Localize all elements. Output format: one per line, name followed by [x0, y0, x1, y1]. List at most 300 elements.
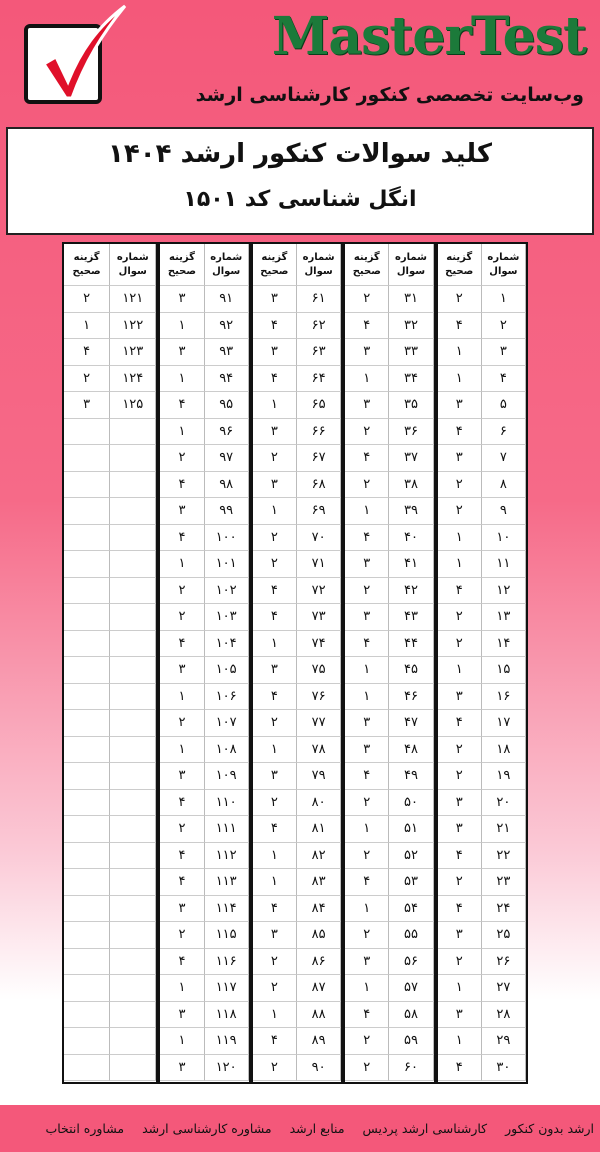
correct-answer-cell: ۱	[345, 975, 389, 1002]
question-number-cell: ۸۶	[297, 949, 341, 976]
correct-answer-cell: ۱	[160, 551, 204, 578]
table-header-row	[345, 244, 433, 286]
table-row	[345, 366, 433, 393]
correct-answer-cell: ۳	[438, 445, 482, 472]
table-row	[160, 1055, 248, 1082]
correct-answer-cell	[64, 1055, 110, 1082]
question-number-cell: ۴۵	[389, 657, 433, 684]
question-number-cell: ۱۱۱	[205, 816, 249, 843]
correct-answer-cell: ۳	[438, 790, 482, 817]
table-row	[438, 790, 526, 817]
table-row	[253, 631, 341, 658]
question-number-cell: ۱۰۴	[205, 631, 249, 658]
correct-answer-cell: ۴	[438, 419, 482, 446]
question-number-cell	[110, 710, 156, 737]
question-number-cell: ۲۹	[482, 1028, 526, 1055]
question-number-cell: ۳۷	[389, 445, 433, 472]
table-row	[160, 578, 248, 605]
question-number-cell	[110, 578, 156, 605]
question-number-cell: ۱۱۴	[205, 896, 249, 923]
question-number-cell: ۷۶	[297, 684, 341, 711]
correct-answer-cell: ۴	[345, 763, 389, 790]
question-number-cell: ۷۷	[297, 710, 341, 737]
question-number-cell	[110, 1002, 156, 1029]
table-row	[160, 1002, 248, 1029]
question-number-cell: ۱۰۷	[205, 710, 249, 737]
question-number-cell: ۸۸	[297, 1002, 341, 1029]
footer-link[interactable]: ارشد بدون کنکور	[505, 1121, 594, 1136]
correct-answer-cell: ۳	[160, 498, 204, 525]
question-number-cell: ۳۵	[389, 392, 433, 419]
correct-answer-cell	[64, 975, 110, 1002]
table-row	[160, 631, 248, 658]
correct-answer-cell	[64, 1002, 110, 1029]
table-header-row	[438, 244, 526, 286]
table-row	[64, 604, 156, 631]
correct-answer-cell: ۴	[438, 896, 482, 923]
question-number-cell: ۳۰	[482, 1055, 526, 1082]
question-number-cell: ۶۶	[297, 419, 341, 446]
correct-answer-cell: ۱	[345, 816, 389, 843]
correct-answer-cell: ۴	[253, 684, 297, 711]
question-number-cell	[110, 922, 156, 949]
table-row	[253, 472, 341, 499]
correct-answer-cell: ۲	[438, 763, 482, 790]
correct-answer-cell: ۴	[160, 790, 204, 817]
table-row	[253, 1055, 341, 1082]
table-row	[253, 1002, 341, 1029]
table-row	[64, 737, 156, 764]
question-number-cell: ۱۵	[482, 657, 526, 684]
table-row	[64, 657, 156, 684]
question-number-cell: ۴۲	[389, 578, 433, 605]
table-row	[438, 843, 526, 870]
correct-answer-cell: ۲	[253, 445, 297, 472]
header-question-number: شماره سوال	[205, 244, 249, 286]
question-number-cell	[110, 975, 156, 1002]
correct-answer-cell: ۳	[160, 339, 204, 366]
question-number-cell: ۹	[482, 498, 526, 525]
question-number-cell: ۳۴	[389, 366, 433, 393]
correct-answer-cell: ۱	[253, 869, 297, 896]
table-row	[160, 419, 248, 446]
correct-answer-cell: ۴	[438, 710, 482, 737]
question-number-cell: ۸۷	[297, 975, 341, 1002]
question-number-cell: ۷۹	[297, 763, 341, 790]
page-subtitle: انگل شناسی کد ۱۵۰۱	[183, 187, 417, 212]
table-row	[253, 922, 341, 949]
question-number-cell: ۶۲	[297, 313, 341, 340]
question-number-cell: ۵۸	[389, 1002, 433, 1029]
footer-link[interactable]: کارشناسی ارشد پردیس	[362, 1121, 488, 1136]
answer-column-group	[64, 244, 156, 1082]
table-row	[253, 366, 341, 393]
correct-answer-cell	[64, 737, 110, 764]
correct-answer-cell	[64, 657, 110, 684]
correct-answer-cell: ۲	[438, 472, 482, 499]
table-row	[160, 313, 248, 340]
correct-answer-cell	[64, 684, 110, 711]
question-number-cell: ۹۳	[205, 339, 249, 366]
correct-answer-cell: ۴	[253, 604, 297, 631]
question-number-cell: ۴۷	[389, 710, 433, 737]
table-row	[438, 816, 526, 843]
question-number-cell: ۳۹	[389, 498, 433, 525]
question-number-cell	[110, 1055, 156, 1082]
table-row	[64, 1028, 156, 1055]
correct-answer-cell: ۲	[253, 710, 297, 737]
table-row	[345, 286, 433, 313]
correct-answer-cell: ۴	[438, 1055, 482, 1082]
correct-answer-cell: ۳	[253, 763, 297, 790]
question-number-cell: ۲۴	[482, 896, 526, 923]
question-number-cell: ۱۰۹	[205, 763, 249, 790]
question-number-cell: ۴۳	[389, 604, 433, 631]
correct-answer-cell: ۳	[64, 392, 110, 419]
question-number-cell: ۸	[482, 472, 526, 499]
table-row	[438, 339, 526, 366]
question-number-cell	[110, 737, 156, 764]
correct-answer-cell	[64, 843, 110, 870]
correct-answer-cell: ۳	[345, 737, 389, 764]
correct-answer-cell: ۳	[253, 339, 297, 366]
question-number-cell	[110, 445, 156, 472]
correct-answer-cell	[64, 498, 110, 525]
table-row	[345, 1028, 433, 1055]
table-row	[438, 1055, 526, 1082]
question-number-cell: ۴	[482, 366, 526, 393]
correct-answer-cell: ۳	[345, 604, 389, 631]
question-number-cell: ۶	[482, 419, 526, 446]
correct-answer-cell: ۴	[253, 578, 297, 605]
table-row	[253, 684, 341, 711]
brand-name[interactable]: MasterTest	[271, 6, 586, 67]
correct-answer-cell: ۱	[160, 684, 204, 711]
logo[interactable]	[24, 24, 102, 104]
correct-answer-cell: ۳	[438, 1002, 482, 1029]
table-row	[64, 472, 156, 499]
correct-answer-cell: ۳	[253, 472, 297, 499]
table-row	[345, 869, 433, 896]
table-row	[253, 896, 341, 923]
footer-links	[0, 1105, 600, 1152]
table-row	[253, 763, 341, 790]
table-row	[345, 498, 433, 525]
correct-answer-cell	[64, 896, 110, 923]
table-row	[345, 975, 433, 1002]
question-number-cell: ۹۴	[205, 366, 249, 393]
table-row	[64, 684, 156, 711]
table-row	[345, 763, 433, 790]
question-number-cell: ۷۵	[297, 657, 341, 684]
question-number-cell: ۶۱	[297, 286, 341, 313]
correct-answer-cell: ۲	[253, 525, 297, 552]
page-title: کلید سوالات کنکور ارشد ۱۴۰۴	[108, 139, 492, 169]
table-row	[345, 843, 433, 870]
question-number-cell: ۲۰	[482, 790, 526, 817]
question-number-cell: ۷۸	[297, 737, 341, 764]
question-number-cell: ۸۲	[297, 843, 341, 870]
table-row	[345, 790, 433, 817]
table-row	[64, 498, 156, 525]
correct-answer-cell: ۲	[438, 286, 482, 313]
checkmark-icon	[22, 2, 132, 112]
question-number-cell: ۱۰۶	[205, 684, 249, 711]
correct-answer-cell: ۱	[253, 631, 297, 658]
question-number-cell	[110, 498, 156, 525]
question-number-cell: ۸۵	[297, 922, 341, 949]
question-number-cell	[110, 419, 156, 446]
question-number-cell: ۱۱۷	[205, 975, 249, 1002]
table-row	[64, 975, 156, 1002]
table-row	[438, 604, 526, 631]
question-number-cell: ۸۰	[297, 790, 341, 817]
question-number-cell: ۷۳	[297, 604, 341, 631]
question-number-cell: ۲۳	[482, 869, 526, 896]
table-row	[345, 737, 433, 764]
header-question-number: شماره سوال	[389, 244, 433, 286]
table-row	[160, 392, 248, 419]
table-header-row	[160, 244, 248, 286]
correct-answer-cell: ۲	[345, 419, 389, 446]
correct-answer-cell	[64, 763, 110, 790]
footer-link[interactable]: منابع ارشد	[289, 1121, 345, 1136]
table-row	[438, 551, 526, 578]
table-row	[345, 551, 433, 578]
question-number-cell: ۱۲۰	[205, 1055, 249, 1082]
table-row	[345, 657, 433, 684]
question-number-cell: ۵۰	[389, 790, 433, 817]
table-header-row	[253, 244, 341, 286]
footer-link[interactable]: مشاوره کارشناسی ارشد	[142, 1121, 272, 1136]
table-row	[160, 949, 248, 976]
table-row	[253, 578, 341, 605]
correct-answer-cell: ۳	[438, 922, 482, 949]
correct-answer-cell: ۴	[160, 843, 204, 870]
tagline: وب‌سایت تخصصی کنکور کارشناسی ارشد	[195, 84, 584, 106]
header-correct-answer: گزینه صحیح	[253, 244, 297, 286]
table-row	[253, 419, 341, 446]
table-row	[438, 525, 526, 552]
correct-answer-cell: ۲	[345, 1028, 389, 1055]
header-question-number: شماره سوال	[297, 244, 341, 286]
table-row	[64, 1055, 156, 1082]
correct-answer-cell: ۴	[438, 313, 482, 340]
footer-link[interactable]: مشاوره انتخاب	[45, 1121, 125, 1136]
correct-answer-cell: ۴	[253, 896, 297, 923]
table-row	[64, 525, 156, 552]
table-row	[438, 869, 526, 896]
header-correct-answer: گزینه صحیح	[438, 244, 482, 286]
correct-answer-cell	[64, 604, 110, 631]
question-number-cell	[110, 896, 156, 923]
table-row	[253, 949, 341, 976]
correct-answer-cell: ۱	[160, 419, 204, 446]
table-row	[64, 631, 156, 658]
question-number-cell: ۱۰۰	[205, 525, 249, 552]
question-number-cell: ۱۱۸	[205, 1002, 249, 1029]
table-row	[253, 975, 341, 1002]
question-number-cell: ۱۰۵	[205, 657, 249, 684]
correct-answer-cell: ۳	[160, 896, 204, 923]
answer-column-group	[434, 244, 526, 1082]
question-number-cell: ۵۷	[389, 975, 433, 1002]
question-number-cell	[110, 657, 156, 684]
table-row	[160, 445, 248, 472]
correct-answer-cell: ۱	[345, 684, 389, 711]
question-number-cell: ۱۴	[482, 631, 526, 658]
title-box	[6, 127, 594, 235]
question-number-cell: ۴۸	[389, 737, 433, 764]
correct-answer-cell: ۴	[253, 816, 297, 843]
question-number-cell: ۴۴	[389, 631, 433, 658]
question-number-cell: ۱۱	[482, 551, 526, 578]
question-number-cell: ۳۳	[389, 339, 433, 366]
correct-answer-cell: ۴	[345, 313, 389, 340]
question-number-cell: ۱۲۴	[110, 366, 156, 393]
question-number-cell: ۱۱۲	[205, 843, 249, 870]
table-header-row	[64, 244, 156, 286]
table-row	[345, 419, 433, 446]
correct-answer-cell: ۱	[160, 366, 204, 393]
correct-answer-cell: ۴	[64, 339, 110, 366]
question-number-cell: ۴۰	[389, 525, 433, 552]
correct-answer-cell: ۴	[253, 1028, 297, 1055]
correct-answer-cell: ۴	[345, 869, 389, 896]
table-row	[160, 472, 248, 499]
question-number-cell: ۲۸	[482, 1002, 526, 1029]
table-row	[160, 869, 248, 896]
question-number-cell: ۱۱۶	[205, 949, 249, 976]
correct-answer-cell: ۱	[438, 975, 482, 1002]
correct-answer-cell: ۱	[438, 339, 482, 366]
table-row	[160, 498, 248, 525]
question-number-cell: ۱۷	[482, 710, 526, 737]
question-number-cell: ۱۶	[482, 684, 526, 711]
header-correct-answer: گزینه صحیح	[160, 244, 204, 286]
header-question-number: شماره سوال	[482, 244, 526, 286]
question-number-cell: ۱۲۵	[110, 392, 156, 419]
correct-answer-cell: ۴	[160, 631, 204, 658]
table-row	[438, 1002, 526, 1029]
correct-answer-cell: ۲	[438, 604, 482, 631]
question-number-cell: ۱۰۸	[205, 737, 249, 764]
question-number-cell: ۳۸	[389, 472, 433, 499]
correct-answer-cell: ۴	[345, 631, 389, 658]
table-row	[345, 604, 433, 631]
question-number-cell	[110, 551, 156, 578]
question-number-cell: ۲۵	[482, 922, 526, 949]
question-number-cell: ۶۷	[297, 445, 341, 472]
question-number-cell: ۱۲۱	[110, 286, 156, 313]
question-number-cell: ۴۱	[389, 551, 433, 578]
table-row	[160, 366, 248, 393]
correct-answer-cell: ۲	[160, 710, 204, 737]
correct-answer-cell: ۲	[438, 949, 482, 976]
table-row	[345, 896, 433, 923]
table-row	[160, 975, 248, 1002]
correct-answer-cell: ۱	[438, 1028, 482, 1055]
table-row	[253, 551, 341, 578]
question-number-cell	[110, 631, 156, 658]
table-row	[345, 922, 433, 949]
correct-answer-cell: ۲	[253, 790, 297, 817]
correct-answer-cell: ۲	[253, 551, 297, 578]
header-correct-answer: گزینه صحیح	[64, 244, 110, 286]
correct-answer-cell: ۲	[345, 843, 389, 870]
correct-answer-cell: ۲	[64, 366, 110, 393]
correct-answer-cell: ۲	[160, 578, 204, 605]
table-row	[438, 631, 526, 658]
table-row	[345, 472, 433, 499]
correct-answer-cell: ۳	[438, 392, 482, 419]
correct-answer-cell	[64, 445, 110, 472]
question-number-cell: ۳۱	[389, 286, 433, 313]
table-row	[345, 578, 433, 605]
question-number-cell: ۹۸	[205, 472, 249, 499]
correct-answer-cell: ۲	[345, 286, 389, 313]
table-row	[438, 313, 526, 340]
correct-answer-cell: ۱	[160, 975, 204, 1002]
table-row	[64, 843, 156, 870]
table-row	[253, 710, 341, 737]
table-row	[160, 843, 248, 870]
correct-answer-cell: ۲	[160, 604, 204, 631]
correct-answer-cell: ۴	[345, 1002, 389, 1029]
question-number-cell: ۴۹	[389, 763, 433, 790]
correct-answer-cell	[64, 922, 110, 949]
question-number-cell	[110, 816, 156, 843]
table-row	[253, 816, 341, 843]
correct-answer-cell: ۱	[253, 392, 297, 419]
correct-answer-cell: ۱	[253, 843, 297, 870]
table-row	[438, 710, 526, 737]
table-row	[345, 631, 433, 658]
question-number-cell: ۱۸	[482, 737, 526, 764]
correct-answer-cell: ۴	[160, 525, 204, 552]
question-number-cell	[110, 684, 156, 711]
table-row	[438, 366, 526, 393]
question-number-cell: ۷۱	[297, 551, 341, 578]
table-row	[64, 551, 156, 578]
table-row	[438, 922, 526, 949]
table-row	[64, 286, 156, 313]
table-row	[253, 313, 341, 340]
question-number-cell: ۵۳	[389, 869, 433, 896]
table-row	[160, 684, 248, 711]
answer-column-group	[249, 244, 341, 1082]
correct-answer-cell: ۴	[345, 445, 389, 472]
table-row	[345, 525, 433, 552]
table-row	[345, 710, 433, 737]
correct-answer-cell: ۳	[345, 710, 389, 737]
question-number-cell: ۱۱۵	[205, 922, 249, 949]
table-row	[64, 313, 156, 340]
question-number-cell: ۱۱۹	[205, 1028, 249, 1055]
question-number-cell: ۲۲	[482, 843, 526, 870]
correct-answer-cell: ۲	[253, 975, 297, 1002]
table-row	[64, 896, 156, 923]
correct-answer-cell: ۳	[160, 763, 204, 790]
table-row	[438, 419, 526, 446]
table-row	[438, 1028, 526, 1055]
question-number-cell: ۹۷	[205, 445, 249, 472]
table-row	[438, 763, 526, 790]
question-number-cell: ۵۲	[389, 843, 433, 870]
table-row	[253, 498, 341, 525]
question-number-cell: ۲۶	[482, 949, 526, 976]
correct-answer-cell	[64, 949, 110, 976]
